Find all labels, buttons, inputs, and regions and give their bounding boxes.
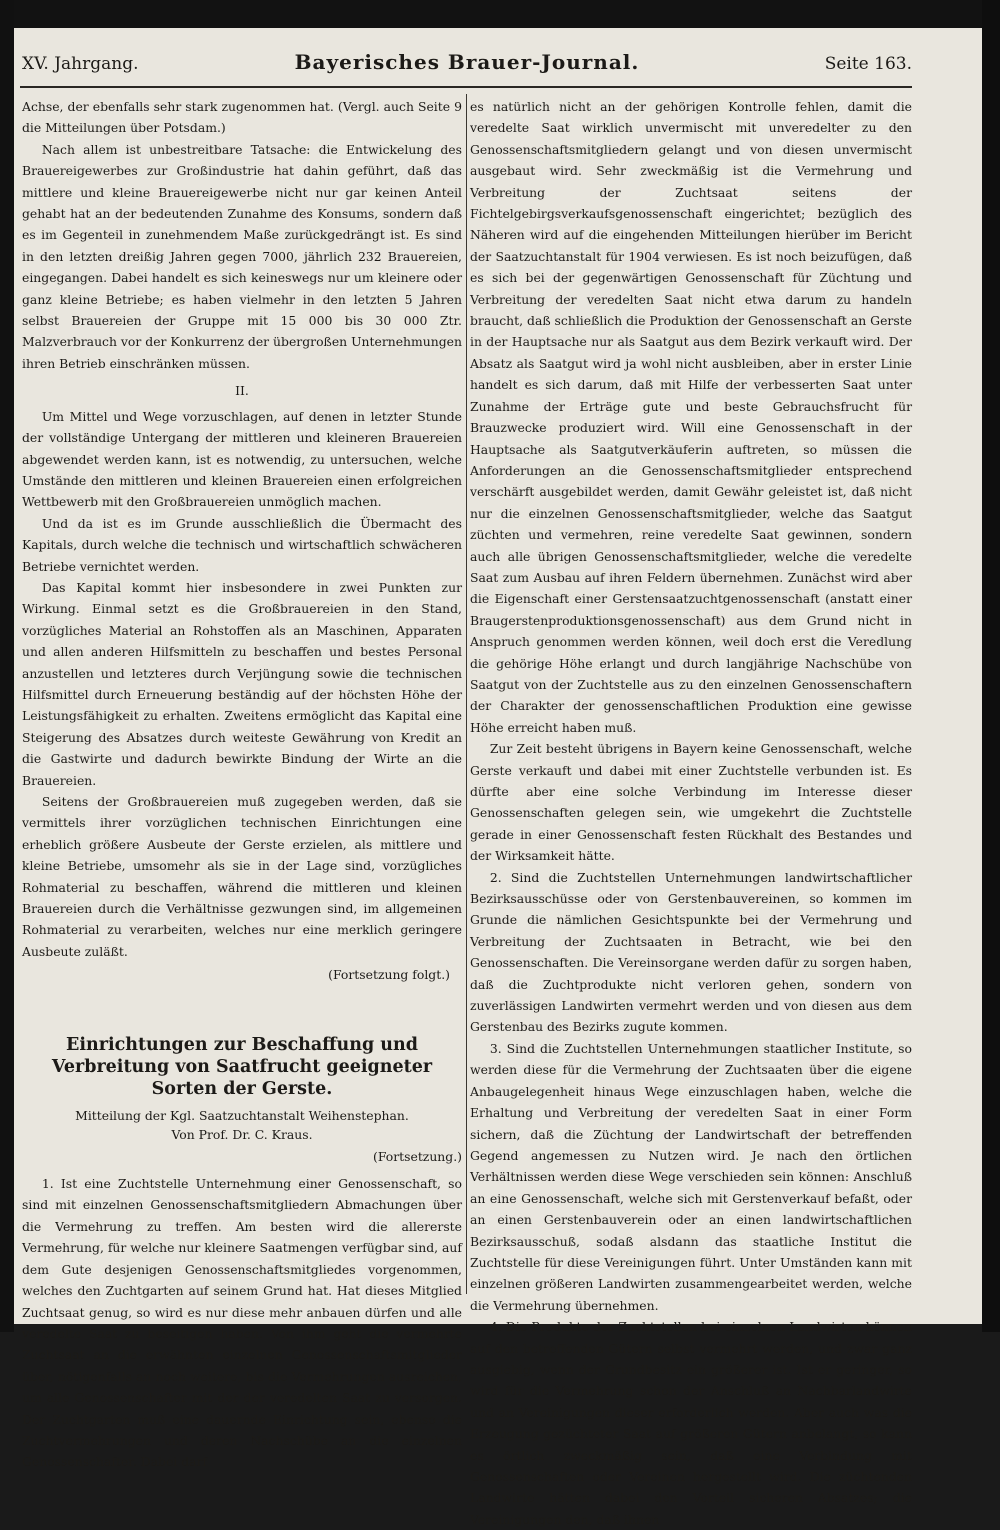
paragraph: Um Mittel und Wege vorzuschlagen, auf denen in letzter Stunde der vollständige Untergang der mittleren und kleineren Brauereien abgewendet werden kann, ist es notwendig, zu untersuchen, welche Umstände den mittleren und kleinen Brauereien einen erfolgreichen Wettbewerb mit den Großbrauereien unmöglich machen. xyxy=(22,408,462,510)
page-header xyxy=(22,50,912,80)
article-author: Von Prof. Dr. C. Kraus. xyxy=(171,1126,313,1142)
section-number: II. xyxy=(235,383,249,399)
continuation-note: (Fortsetzung folgt.) xyxy=(328,967,450,983)
scan-border-left xyxy=(0,0,14,1332)
paragraph: Und da ist es im Grunde ausschließlich die Übermacht des Kapitals, durch welche die technisch und wirtschaftlich schwächeren Betriebe vernichtet werden. xyxy=(22,515,462,574)
paragraph: Zur Zeit besteht übrigens in Bayern keine Genossenschaft, welche Gerste verkauft und dabei mit einer Zuchtstelle verbunden ist. Es dürfte aber eine solche Verbindung im Interesse dieser Genossenschaften gelegen sein, wie umgekehrt die Zuchtstelle gerade in einer Genossenschaft festen Rückhalt des Bestandes und der Wirksamkeit hätte. xyxy=(470,741,912,864)
page-number: Seite 163. xyxy=(824,54,912,74)
article-title: Einrichtungen zur Beschaffung und Verbreitung von Saatfrucht geeigneter Sorten der Gerste. xyxy=(51,1034,433,1099)
left-column xyxy=(22,96,462,1473)
paragraph: Seitens der Großbrauereien muß zugegeben werden, daß sie vermittels ihrer vorzüglichen technischen Einrichtungen eine erheblich größere Ausbeute der Gerste erzielen, als mittlere und kleine Betriebe, umsomehr als sie in der Lage sind, vorzügliches Rohmaterial zu beschaffen, während die mittleren und kleinen Brauereien durch die Verhältnisse gezwungen sind, im allgemeinen Rohmaterial zu verarbeiten, welches nur eine merklich geringere Ausbeute zuläßt. xyxy=(22,794,462,959)
paragraph: Achse, der ebenfalls sehr stark zugenommen hat. (Vergl. auch Seite 9 die Mitteilungen über Potsdam.) xyxy=(22,99,462,136)
journal-title: Bayerisches Brauer-Journal. xyxy=(294,50,640,74)
paragraph: es natürlich nicht an der gehörigen Kontrolle fehlen, damit die veredelte Saat wirklich unvermischt mit unveredelter zu den Genossenschaftsmitgliedern gelangt und von diesen unvermischt ausgebaut wird. Sehr zweckmäßig ist die Vermehrung und Verbreitung der Zuchtsaat seitens der Fichtelgebirgsverkaufsgenossenschaft eingerichtet; bezüglich des Näheren wird auf die eingehenden Mitteilungen hierüber im Bericht der Saatzuchtanstalt für 1904 verwiesen. Es ist noch beizufügen, daß es sich bei der gegenwärtigen Genossenschaft für Züchtung und Verbreitung der veredelten Saat nicht etwa darum zu handeln braucht, daß schließlich die Produktion der Genossenschaft an Gerste in der Hauptsache nur als Saatgut aus dem Bezirk verkauft wird. Der Absatz als Saatgut wird ja wohl nicht ausbleiben, aber in erster Linie handelt es sich darum, daß mit Hilfe der verbesserten Saat unter Zunahme der Erträge gute und beste Gebrauchsfrucht für Brauzwecke produziert wird. Will eine Genossenschaft in der Hauptsache als Saatgutverkäuferin auftreten, so müssen die Anforderungen an die Genossenschaftsmitglieder entsprechend verschärft ausgebildet werden, damit Gewähr geleistet ist, daß nicht nur die einzelnen Genossenschaftsmitglieder, welche das Saatgut züchten und vermehren, reine veredelte Saat gewinnen, sondern auch alle übrigen Genossenschaftsmitglieder, welche die veredelte Saat zum Ausbau auf ihren Feldern übernehmen. Zunächst wird aber die Eigenschaft einer Gerstensaatzuchtgenossenschaft (anstatt einer Braugerstenproduktionsgenossenschaft) aus dem Grund nicht in Anspruch genommen werden können, weil doch erst die Veredlung die gehörige Höhe erlangt und durch langjährige Nachschübe von Saatgut von der Zuchtstelle aus zu den einzelnen Genossenschaftern der Charakter der genossenschaftlichen Produktion eine gewisse Höhe erreicht haben muß. xyxy=(470,99,912,735)
right-column xyxy=(470,96,912,1530)
header-rule xyxy=(20,86,912,88)
scan-border-right xyxy=(982,0,1000,1332)
paragraph: Das Kapital kommt hier insbesondere in zwei Punkten zur Wirkung. Einmal setzt es die Großbrauereien in den Stand, vorzügliches Material an Rohstoffen als an Maschinen, Apparaten und allen anderen Hilfsmitteln zu beschaffen und bestes Personal anzustellen und letzteres durch Verjüngung sowie die technischen Hilfsmittel durch Erneuerung beständig auf der höchsten Höhe der Leistungsfähigkeit zu erhalten. Zweitens ermöglicht das Kapital eine Steigerung des Absatzes durch weiteste Gewährung von Kredit an die Gastwirte und dadurch bewirkte Bindung der Wirte an die Brauereien. xyxy=(22,579,462,788)
scan-border-top xyxy=(0,0,1000,28)
article-continuation-label: (Fortsetzung.) xyxy=(373,1148,462,1164)
paragraph: 4. Die Produkte der Zuchtstellen bei einzelnen Landwirten können auf den betreffenden Gütern selbst vermehrt werden, und zwar ganz ausgiebig, wenn der Grundbesitz ein größerer ist. Ist er geringer, so wird für die Vermehrung schon der Anschluß an Nachbarlandwirte und an Vereinigungen dieser erforderlich werden. Aber auch was die Erzeugung gezüchteter Saat auf größeren Gütern anbelangt, so kann es örtlich zweckmäßig sein, daß eine Verbindung mit Genossenschaften oder Vereinen hergestellt wird. Die züchtenden Landwirte hätten dabei den Vorteil sicheren Absatzes; die Vereinigungen den, daß ihnen xyxy=(470,1319,912,1527)
column-divider xyxy=(466,94,467,1294)
article-source: Mitteilung der Kgl. Saatzuchtanstalt Weihenstephan. xyxy=(75,1107,409,1123)
paragraph: 3. Sind die Zuchtstellen Unternehmungen staatlicher Institute, so werden diese für die Vermehrung der Zuchtsaaten über die eigene Anbaugelegenheit hinaus Wege einzuschlagen haben, welche die Erhaltung und Verbreitung der veredelten Saat in einer Form sichern, daß die Züchtung der Landwirtschaft der betreffenden Gegend angemessen zu Nutzen wird. Je nach den örtlichen Verhältnissen werden diese Wege verschieden sein können: Anschluß an eine Genossenschaft, welche sich mit Gerstenverkauf befaßt, oder an einen Gerstenbauverein oder an einen landwirtschaftlichen Bezirksausschuß, sodaß alsdann das staatliche Institut die Zuchtstelle für diese Vereinigungen führt. Unter Umständen kann mit einzelnen größeren Landwirten zusammengearbeitet werden, welche die Vermehrung übernehmen. xyxy=(470,1040,912,1313)
volume-label: XV. Jahrgang. xyxy=(22,54,139,74)
paragraph: 2. Sind die Zuchtstellen Unternehmungen landwirtschaftlicher Bezirksausschüsse oder von Gerstenbauvereinen, so kommen im Grunde die nämlichen Gesichtspunkte bei der Vermehrung und Verbreitung der Zuchtsaaten in Betracht, wie bei den Genossenschaften. Die Vereinsorgane werden dafür zu sorgen haben, daß die Zuchtprodukte nicht verloren gehen, sondern von zuverlässigen Landwirten vermehrt werden und von diesen aus dem Gerstenbau des Bezirks zugute kommen. xyxy=(470,869,912,1035)
paragraph: Nach allem ist unbestreitbare Tatsache: die Entwickelung des Brauereigewerbes zur Großindustrie hat dahin geführt, daß das mittlere und kleine Brauereigewerbe nicht nur gar keinen Anteil gehabt hat an der bedeutenden Zunahme des Konsums, sondern daß es im Gegenteil in zunehmendem Maße zurückgedrängt ist. Es sind in den letzten dreißig Jahren gegen 7000, jährlich 232 Brauereien, eingegangen. Dabei handelt es sich keineswegs nur um kleinere oder ganz kleine Betriebe; es haben vielmehr in den letzten 5 Jahren selbst Brauereien der Gruppe mit 15 000 bis 30 000 Ztr. Malzverbrauch vor der Konkurrenz der übergroßen Unternehmungen ihren Betrieb einschränken müssen. xyxy=(22,141,462,371)
paragraph: 1. Ist eine Zuchtstelle Unternehmung einer Genossenschaft, so sind mit einzelnen Genossenschaftsmitgliedern Abmachungen über die Vermehrung zu treffen. Am besten wird die allererste Vermehrung, für welche nur kleinere Saatmengen verfügbar sind, auf dem Gute desjenigen Genossenschaftsmitgliedes vorgenommen, welches den Zuchtgarten auf seinem Grund hat. Hat dieses Mitglied Zuchtsaat genug, so wird es nur diese mehr anbauen dürfen und alle veredelte Saat zu beseitigen haben. Von ihm geht die vermehrte Zuchtsaat an die erwähnten einzelnen Genossenschaftsmitglieder über, nötigenfalls an noch weitere, bis die Vermehrungen ausreichen, um alle Genossenschafter mit der der veredelten Saat zu versorgen. Der Zuchtgarten muß eine dauernde Einrichtung sein, ebenso die Zuchtvermehrungen und deren Nachschübe an die einzelnen Genossenschafter. Dabei darf xyxy=(22,1176,462,1470)
